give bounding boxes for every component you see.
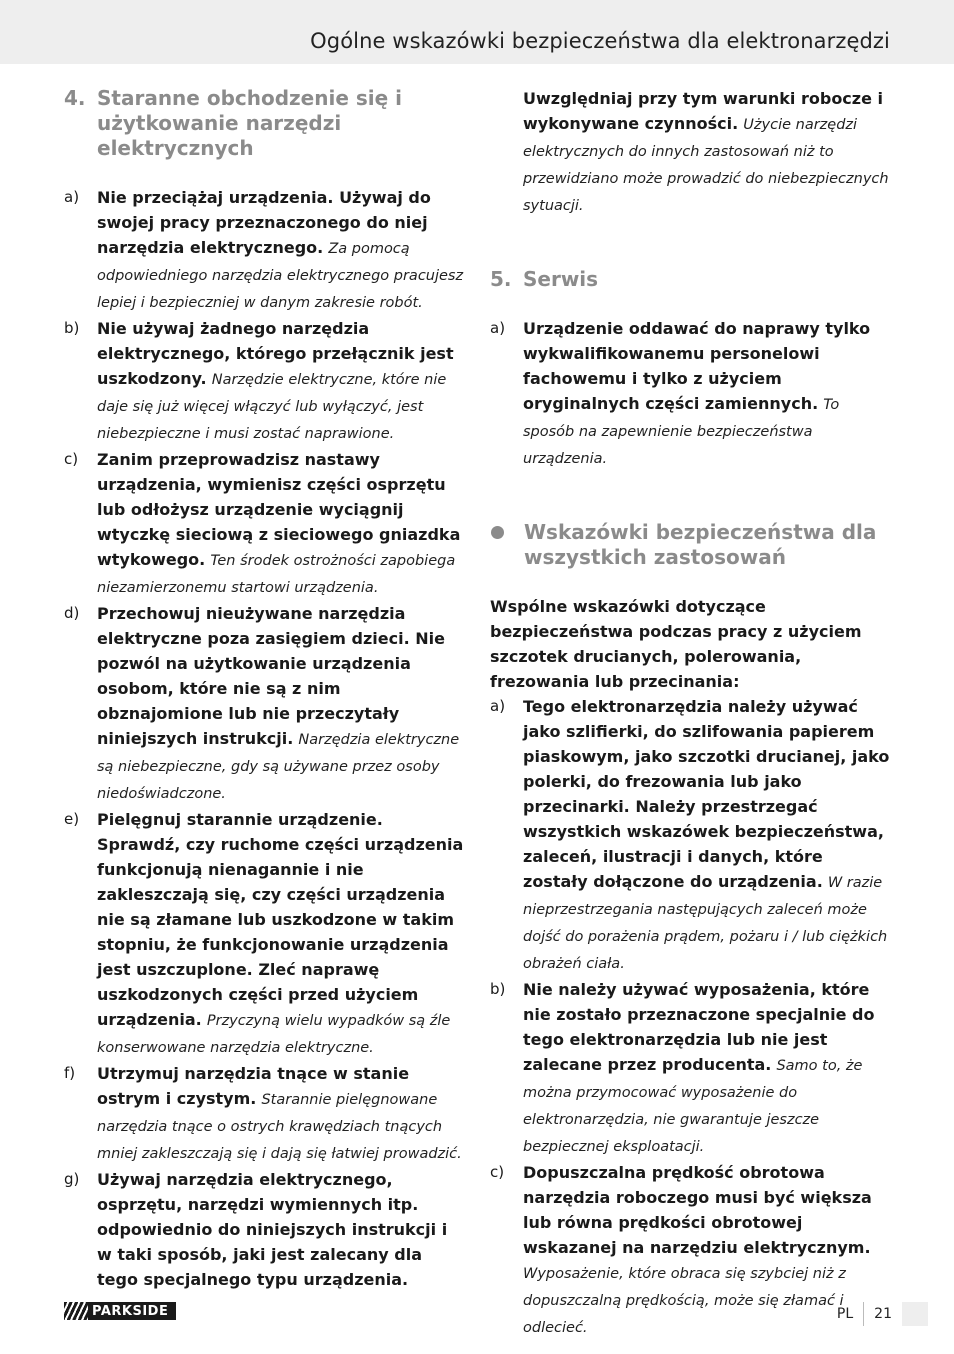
section-all-intro: Wspólne wskazówki dotyczące bezpieczeństwa podczas pracy z użyciem szczotek drucianych, polerowania, frezowania lub przecinania:: [490, 597, 862, 691]
list-item: a) Urządzenie oddawać do naprawy tylko wykwalifikowanemu personelowi fachowemu i tylko z użyciem oryginalnych części zamiennych. To sposób na zapewnienie bezpieczeństwa urządzenia.: [490, 319, 871, 467]
section-4-number: 4.: [64, 86, 86, 110]
brand-name: PARKSIDE: [92, 1303, 169, 1319]
page-number: 21: [874, 1306, 892, 1322]
language-code: PL: [836, 1306, 854, 1322]
list-item: b) Nie należy używać wyposażenia, które nie zostało przeznaczone specjalnie do tego elektronarzędzia lub nie jest zalecane przez producenta. Samo to, że można przymocować wyposażenie do elektronarzędzia, nie gwarantuje jeszcze bezpiecznej eksploatacji.: [490, 980, 875, 1155]
list-item: g) Używaj narzędzia elektrycznego, osprzętu, narzędzi wymiennych itp. odpowiednio do niniejszych instrukcji i w taki sposób, jaki jest zalecany dla tego specjalnego typu urządzenia.: [64, 1170, 448, 1289]
list-item: e) Pielęgnuj starannie urządzenie. Sprawdź, czy ruchome części urządzenia funkcjonują nienagannie i nie zakleszczają się, czy części urządzenia nie są złamane lub uszkodzone w takim stopniu, że funkcjonowanie urządzenia jest uszczuplone. Zleć naprawę uszkodzonych części przed użyciem urządzenia. Przyczyną wielu wypadków są źle konserwowane narzędzia elektryczne.: [64, 810, 464, 1056]
bullet-icon: [491, 526, 504, 539]
parkside-logo: [64, 1302, 176, 1320]
section-5-title: Serwis: [523, 267, 599, 291]
section-all-heading: [490, 520, 892, 570]
section-4-title: Staranne obchodzenie się i użytkowanie narzędzi elektrycznych: [97, 86, 402, 160]
page-header: [0, 0, 954, 64]
list-item: f) Utrzymuj narzędzia tnące w stanie ostrym i czystym. Starannie pielęgnowane narzędzia tnące o ostrych krawędziach tnących mniej zakleszczają się i dają się łatwiej prowadzić.: [64, 1064, 462, 1162]
page-number-block: [837, 1302, 928, 1326]
right-column: [490, 86, 892, 1341]
logo-stripes-icon: [64, 1302, 88, 1320]
list-item: c) Zanim przeprowadzisz nastawy urządzenia, wymienisz części osprzętu lub odłożysz urządzenie wyciągnij wtyczkę sieciową z sieciowego gniazdka wtykowego. Ten środek ostrożności zapobiega niezamierzonemu startowi urządzenia.: [64, 450, 461, 596]
section-all-title: Wskazówki bezpieczeństwa dla wszystkich zastosowań: [524, 520, 877, 569]
list-item: b) Nie używaj żadnego narzędzia elektrycznego, którego przełącznik jest uszkodzony. Narzędzie elektryczne, które nie daje się już więcej włączyć lub wyłączyć, jest niebezpieczne i musi zostać naprawione.: [64, 319, 454, 442]
page-tab: [902, 1302, 928, 1326]
left-column: [64, 86, 466, 1292]
list-item: c) Dopuszczalna prędkość obrotowa narzędzia roboczego musi być większa lub równa prędkości obrotowej wskazanej na narzędziu elektrycznym. Wyposażenie, które obraca się szybciej niż z dopuszczalną prędkością, może się złamać i odlecieć.: [490, 1163, 872, 1336]
header-title: Ogólne wskazówki bezpieczeństwa dla elektronarzędzi: [310, 29, 890, 53]
list-item: a) Tego elektronarzędzia należy używać jako szlifierki, do szlifowania papierem piaskowym, jako szczotki drucianej, jako polerki, do frezowania lub jako przecinarki. Należy przestrzegać wszystkich wskazówek bezpieczeństwa, zaleceń, ilustracji i danych, które zostały dołączone do urządzenia. W razie nieprzestrzegania następujących zaleceń może dojść do porażenia prądem, pożaru i / lub ciężkich obrażeń ciała.: [490, 697, 890, 972]
section-5-number: 5.: [490, 267, 512, 291]
section-5-heading: [490, 267, 892, 292]
section-4-heading: [64, 86, 466, 161]
list-item: d) Przechowuj nieużywane narzędzia elektryczne poza zasięgiem dzieci. Nie pozwól na użytkowanie urządzenia osobom, które nie są z nim obznajomione lub nie przeczytały niniejszych instrukcji. Narzędzia elektryczne są niebezpieczne, gdy są używane przez osoby niedoświadczone.: [64, 604, 460, 802]
section-4-continuation: Uwzględniaj przy tym warunki robocze i wykonywane czynności. Użycie narzędzi elektrycznych do innych zastosowań niż to przewidziano może prowadzić do niebezpiecznych sytuacji.: [523, 89, 889, 214]
list-item: a) Nie przeciążaj urządzenia. Używaj do swojej pracy przeznaczonego do niej narzędzia elektrycznego. Za pomocą odpowiedniego narzędzia elektrycznego pracujesz lepiej i bezpieczniej w danym zakresie robót.: [64, 188, 464, 311]
